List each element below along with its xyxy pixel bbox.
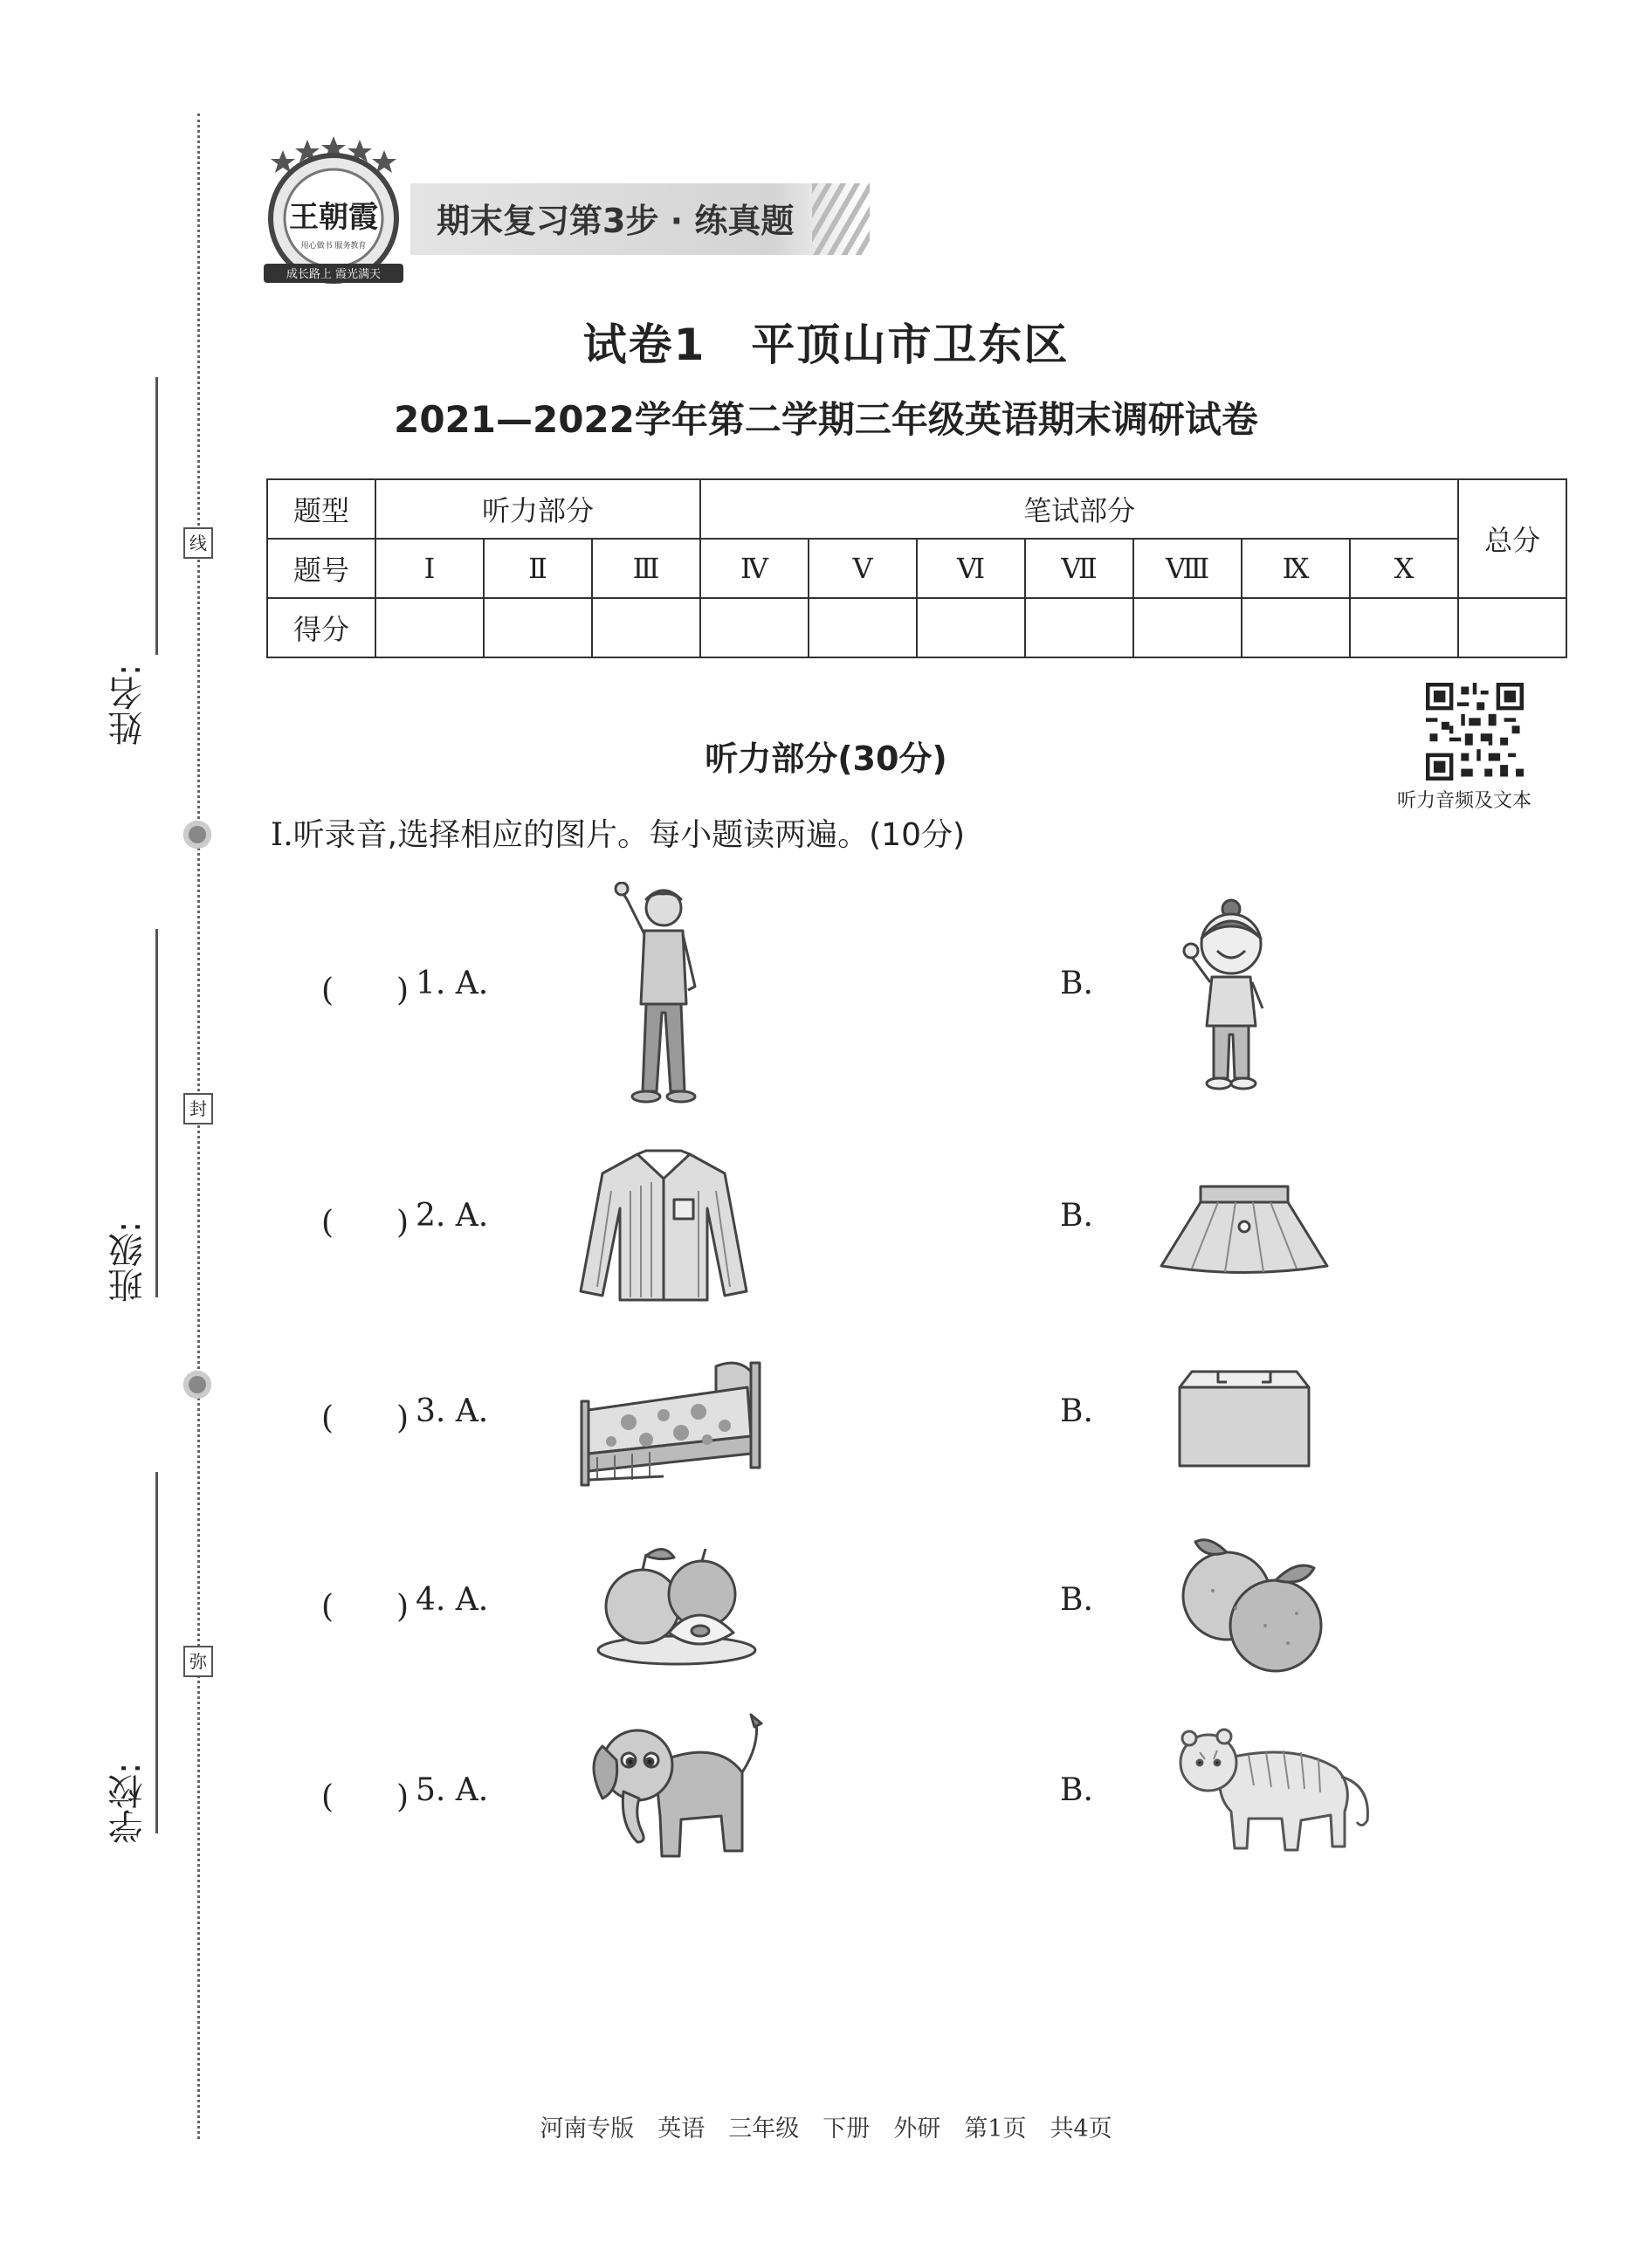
numeral-cell: Ⅲ [592,539,700,598]
score-entry-cell[interactable] [592,598,700,657]
numeral-cell: Ⅸ [1242,539,1350,598]
school-label: 学校: [108,1762,148,1844]
exam-subtitle: 2021—2022学年第二学期三年级英语期末调研试卷 [394,398,1258,441]
exam-title: 试卷1 平顶山市卫东区 [582,320,1070,370]
score-entry-cell[interactable] [700,598,809,657]
question-instruction [271,810,965,855]
answer-blank[interactable]: ( ) [321,1400,410,1436]
score-entry-cell[interactable] [375,598,484,657]
score-entry-cell[interactable] [1350,598,1458,657]
question-row [0,1198,1652,1241]
option-b-label: B. [1060,1393,1093,1429]
oranges-icon[interactable] [1174,1530,1332,1678]
class-label: 班级: [108,1221,148,1303]
banner-text: 期末复习第3步 · 练真题 [437,202,795,240]
score-entry-cell[interactable] [484,598,592,657]
skirt-icon[interactable] [1157,1183,1332,1279]
option-b-label: B. [1060,966,1093,1001]
instruction-text: 听录音,选择相应的图片。每小题读两遍。(10分) [293,817,966,853]
numeral-cell: Ⅷ [1133,539,1242,598]
tiger-icon[interactable] [1170,1724,1380,1855]
score-entry-cell[interactable] [917,598,1025,657]
answer-blank[interactable]: ( ) [321,1205,410,1241]
written-header: 笔试部分 [700,479,1458,539]
binding-char-line: 线 [183,527,213,559]
answer-blank[interactable]: ( ) [321,973,410,1008]
row-num-label: 题号 [267,539,375,598]
logo-text: 王朝霞 [289,200,378,235]
question-row [0,966,1652,1009]
question-number: 2. A. [416,1198,489,1234]
numeral-cell: Ⅶ [1025,539,1133,598]
apples-icon[interactable] [594,1537,760,1668]
question-number: 1. A. [416,966,489,1001]
numeral-cell: Ⅱ [484,539,592,598]
numeral-cell: Ⅳ [700,539,809,598]
question-row [0,1772,1652,1816]
numeral-cell: Ⅵ [917,539,1025,598]
answer-blank[interactable]: ( ) [321,1589,410,1625]
total-header: 总分 [1458,479,1566,598]
question-number: 3. A. [416,1393,489,1429]
name-label: 姓名: [108,664,148,746]
instruction-number: Ⅰ. [271,817,293,853]
score-entry-cell[interactable] [1133,598,1242,657]
publisher-logo [255,131,412,288]
qr-caption: 听力音频及文本 [1397,790,1532,812]
question-number: 4. A. [416,1582,489,1618]
numeral-cell: Ⅰ [375,539,484,598]
man-waving-icon[interactable] [611,882,716,1109]
score-entry-cell[interactable] [809,598,917,657]
question-number: 5. A. [416,1772,489,1808]
binding-char-bind: 弥 [183,1646,213,1677]
score-entry-cell[interactable] [1025,598,1133,657]
answer-blank[interactable]: ( ) [321,1779,410,1815]
logo-sub2: 成长路上 霞光满天 [286,268,382,281]
page-footer: 河南专版 英语 三年级 下册 外研 第1页 共4页 [540,2115,1112,2142]
logo-sub1: 用心做书 服务教育 [300,242,367,251]
row-score-label: 得分 [267,598,375,657]
shirt-icon[interactable] [576,1147,751,1304]
row-type-label: 题型 [267,479,375,539]
box-icon[interactable] [1174,1366,1314,1471]
section-title: 听力部分(30分) [705,739,947,778]
question-row [0,1393,1652,1437]
numeral-cell: Ⅹ [1350,539,1458,598]
option-b-label: B. [1060,1582,1093,1618]
banner-stripes [812,183,870,255]
total-score-cell[interactable] [1458,598,1566,657]
option-b-label: B. [1060,1772,1093,1808]
question-row [0,1582,1652,1626]
binding-dot-mark [183,821,211,849]
score-table [266,478,1567,658]
elephant-icon[interactable] [585,1711,768,1868]
bed-icon[interactable] [576,1349,768,1489]
score-entry-cell[interactable] [1242,598,1350,657]
option-b-label: B. [1060,1198,1093,1234]
listening-header: 听力部分 [375,479,700,539]
numeral-cell: Ⅴ [809,539,917,598]
girl-waving-icon[interactable] [1179,895,1284,1096]
binding-char-seal: 封 [183,1093,213,1124]
